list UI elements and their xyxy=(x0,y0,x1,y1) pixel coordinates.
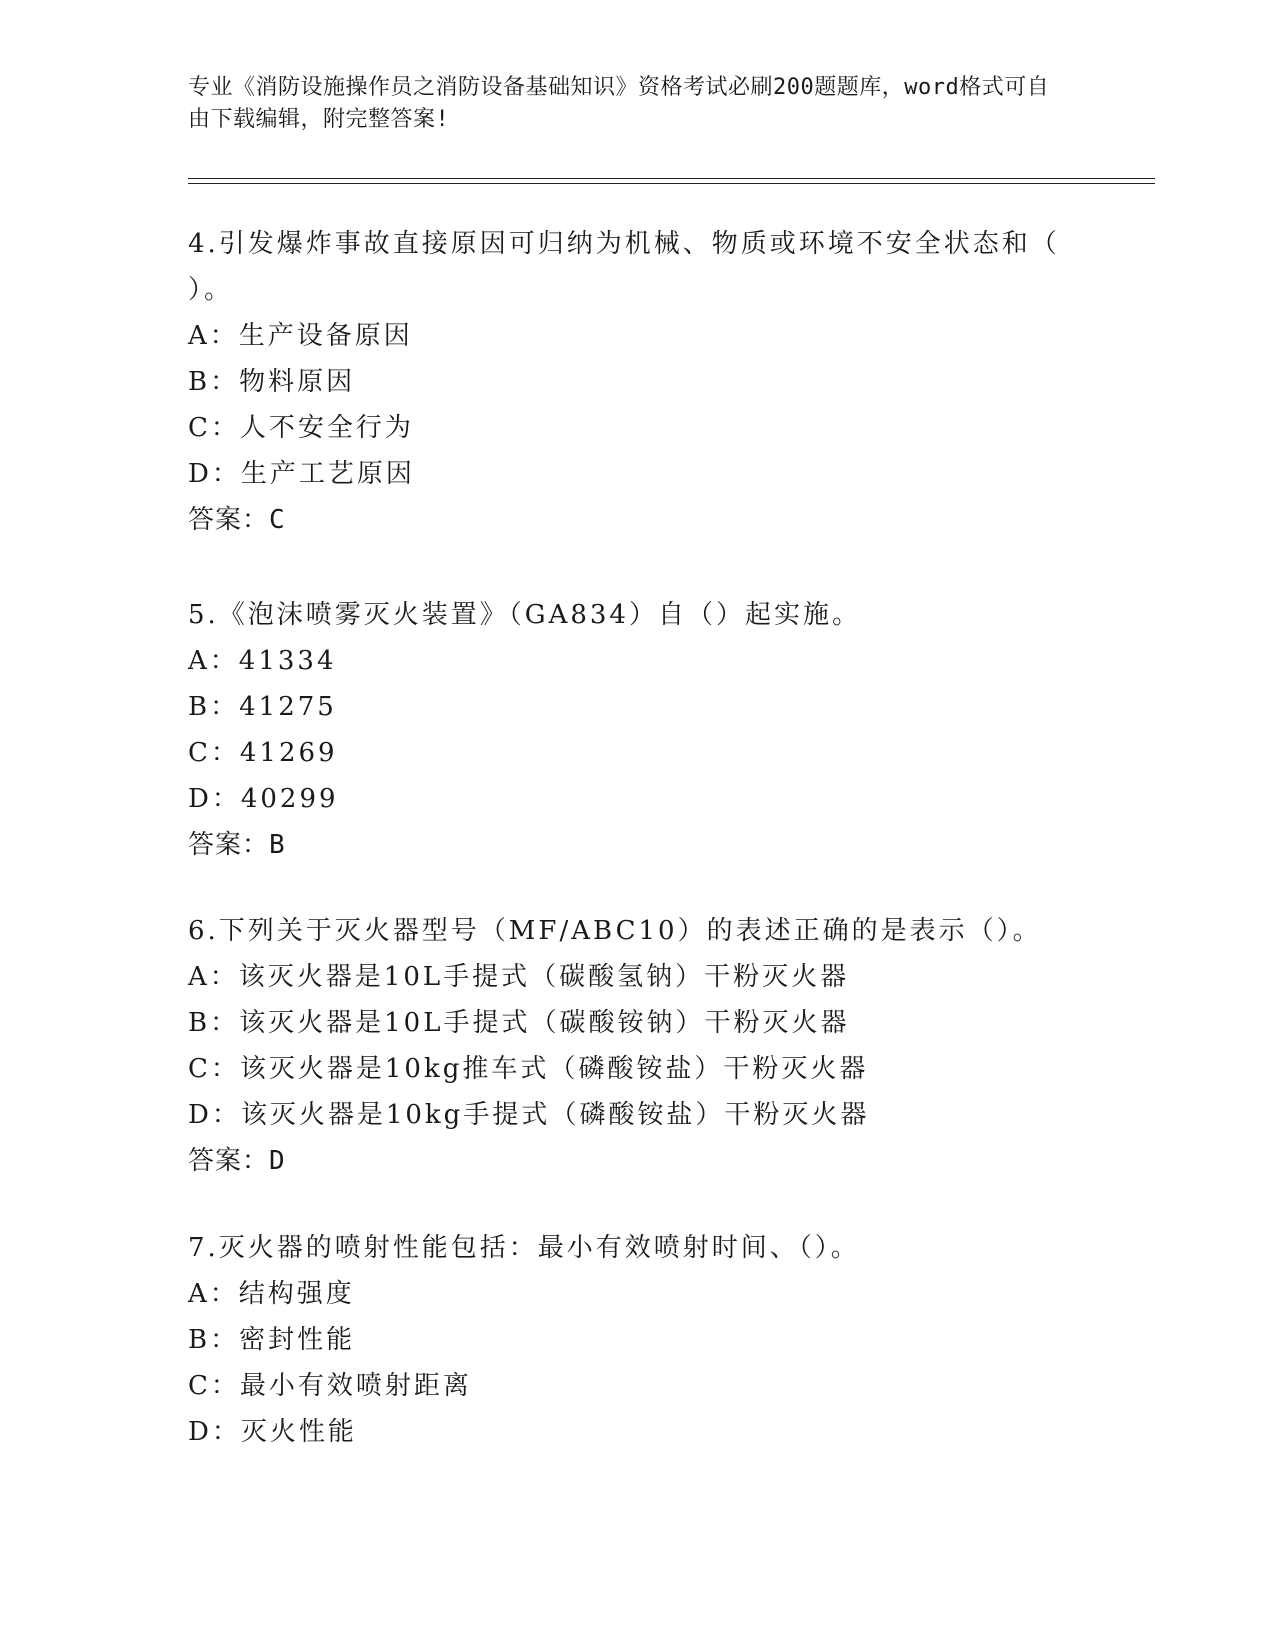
option-d: D：生产工艺原因 xyxy=(188,459,415,489)
answer-line: 答案：B xyxy=(188,830,286,860)
answer-line: 答案：D xyxy=(188,1146,286,1176)
question-7 xyxy=(188,1225,1068,1455)
option-d: D：灭火性能 xyxy=(188,1417,357,1447)
question-4 xyxy=(188,221,1068,543)
option-c: C：最小有效喷射距离 xyxy=(188,1371,472,1401)
answer-line: 答案：C xyxy=(188,505,286,535)
question-stem: 4.引发爆炸事故直接原因可归纳为机械、物质或环境不安全状态和（ ）。 xyxy=(188,229,1060,305)
option-c: C：该灭火器是10kg推车式（磷酸铵盐）干粉灭火器 xyxy=(188,1054,869,1084)
question-stem: 6.下列关于灭火器型号（MF/ABC10）的表述正确的是表示（）。 xyxy=(188,916,1042,946)
question-stem: 7.灭火器的喷射性能包括：最小有效喷射时间、（）。 xyxy=(188,1233,860,1263)
question-5 xyxy=(188,592,1068,868)
header-divider-bottom xyxy=(188,183,1155,184)
question-stem: 5.《泡沫喷雾灭火装置》（GA834）自（）起实施。 xyxy=(188,600,861,630)
option-b: B：该灭火器是10L手提式（碳酸铵钠）干粉灭火器 xyxy=(188,1008,850,1038)
option-a: A：41334 xyxy=(188,646,337,676)
option-b: B：41275 xyxy=(188,692,337,722)
option-c: C：人不安全行为 xyxy=(188,413,414,443)
option-c: C：41269 xyxy=(188,738,338,768)
option-a: A：该灭火器是10L手提式（碳酸氢钠）干粉灭火器 xyxy=(188,962,850,992)
option-b: B：物料原因 xyxy=(188,367,356,397)
option-d: D：40299 xyxy=(188,784,339,814)
option-a: A：结构强度 xyxy=(188,1279,355,1309)
option-b: B：密封性能 xyxy=(188,1325,356,1355)
option-a: A：生产设备原因 xyxy=(188,321,413,351)
header-divider-top xyxy=(188,178,1155,179)
document-header: 专业《消防设施操作员之消防设备基础知识》资格考试必刷200题题库，word格式可自由下载编辑，附完整答案! xyxy=(188,75,1050,132)
option-d: D：该灭火器是10kg手提式（磷酸铵盐）干粉灭火器 xyxy=(188,1100,870,1130)
question-6 xyxy=(188,908,1068,1184)
